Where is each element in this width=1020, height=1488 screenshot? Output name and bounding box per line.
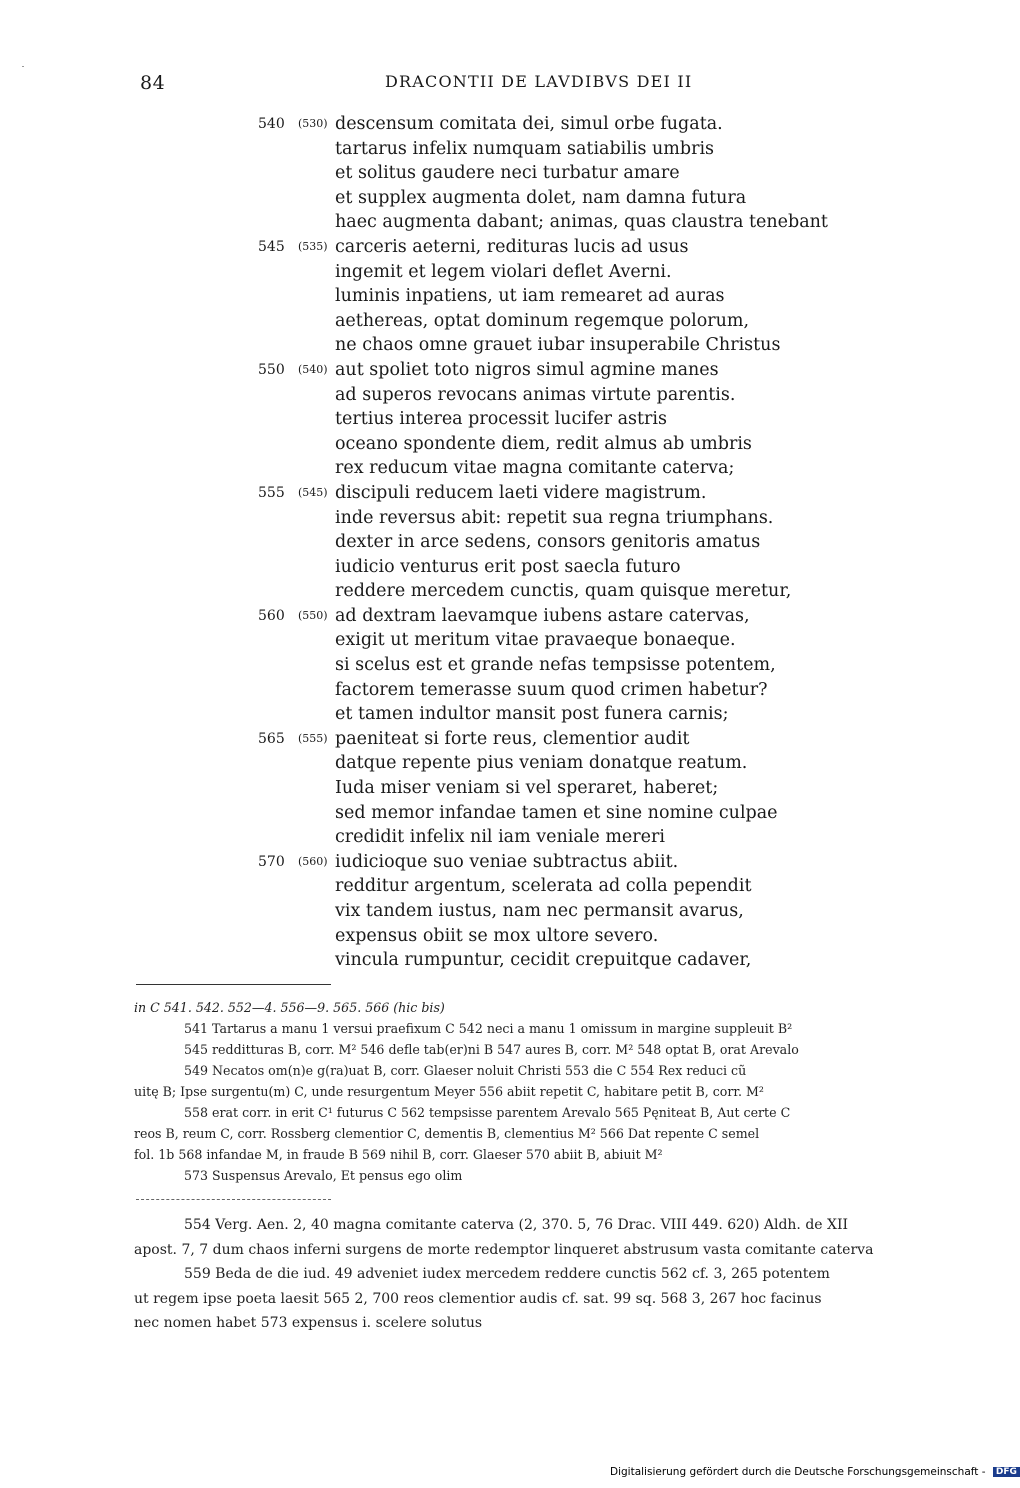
verse-line [258,456,858,481]
verse-line [258,383,858,408]
verse-text: expensus obiit se mox ultore severo. [335,925,659,946]
verse-text: ad superos revocans animas virtute parentis. [335,384,736,405]
verse-line [258,506,858,531]
footnote-divider [136,984,331,985]
verse-text: si scelus est et grande nefas tempsisse potentem, [335,655,776,676]
verse-text: factorem temerasse suum quod crimen habetur? [335,679,768,700]
verse-text: aethereas, optat dominum regemque polorum, [335,310,750,331]
verse-text: ne chaos omne grauet iubar insuperabile Christus [335,335,781,356]
verse-number: 560 [258,607,285,624]
verse-line [258,333,858,358]
verse-text: vix tandem iustus, nam nec permansit avarus, [335,901,744,921]
verse-line [258,727,858,752]
source-line: ut regem ipse poeta laesit 565 2, 700 reos clementior audis cf. sat. 99 sq. 568 3, 267 hoc facinus [134,1290,822,1307]
verse-line [258,210,858,235]
verse-text: dexter in arce sedens, consors genitoris amatus [335,532,761,553]
alt-verse-number: (555) [298,731,328,745]
alt-verse-number: (540) [298,362,328,376]
apparatus-line: 541 Tartarus a manu 1 versui praefixum C 542 neci a manu 1 omissum in margine suppleuit B² [184,1021,793,1036]
verse-line [258,481,858,506]
verse-text: et solitus gaudere neci turbatur amare [335,163,680,184]
verse-line [258,358,858,383]
verse-text: datque repente pius veniam donatque reatum. [335,753,748,774]
verse-line [258,948,858,973]
verse-line [258,112,858,137]
apparatus-line: 573 Suspensus Arevalo, Et pensus ego olim [184,1168,463,1183]
verse-line [258,284,858,309]
verse-text: descensum comitata dei, simul orbe fugata. [335,114,723,134]
verse-text: aut spoliet toto nigros simul agmine manes [335,359,719,380]
verse-text: credidit infelix nil iam veniale mereri [335,827,665,848]
alt-verse-number: (560) [298,854,328,868]
verse-number: 555 [258,484,285,501]
verse-text: redditur argentum, scelerata ad colla pependit [335,876,752,897]
verse-line [258,555,858,580]
verse-text: reddere mercedem cunctis, quam quisque meretur, [335,581,792,602]
verse-line [258,751,858,776]
verse-text: tertius interea processit lucifer astris [335,409,668,430]
verse-line [258,137,858,162]
apparatus-head: in C 541. 542. 552—4. 556—9. 565. 566 (hic bis) [134,1000,445,1015]
verse-line [258,161,858,186]
verse-line [258,530,858,555]
verse-line [258,825,858,850]
apparatus-line: 545 redditturas B, corr. M² 546 defle tab(er)ni B 547 aures B, corr. M² 548 optat B, orat Arevalo [184,1042,799,1057]
page-number: 84 [140,72,166,94]
verse-line [258,628,858,653]
verse-number: 545 [258,238,285,255]
apparatus-line: reos B, reum C, corr. Rossberg clementior C, dementis B, clementius M² 566 Dat repente C semel [134,1126,760,1141]
verse-text: haec augmenta dabant; animas, quas claustra tenebant [335,212,828,233]
footer-text: Digitalisierung gefördert durch die Deutsche Forschungsgemeinschaft - [610,1466,986,1478]
apparatus-line: 558 erat corr. in erit C¹ futurus C 562 tempsisse parentem Arevalo 565 Pęniteat B, Aut certe C [184,1105,791,1120]
verse-text: paeniteat si forte reus, clementior audit [335,728,690,749]
verse-line [258,702,858,727]
source-line: 554 Verg. Aen. 2, 40 magna comitante caterva (2, 370. 5, 76 Drac. VIII 449. 620) Aldh. de XII [184,1217,849,1233]
verse-line [258,678,858,703]
poem-text [258,112,858,973]
apparatus-line: 549 Necatos om(n)e g(ra)uat B, corr. Glaeser noluit Christi 553 die C 554 Rex reduci cũ [184,1063,747,1078]
sources-notes [134,1213,924,1336]
verse-text: carceris aeterni, redituras lucis ad usus [335,236,689,257]
alt-verse-number: (545) [298,485,328,499]
verse-line [258,235,858,260]
verse-text: et tamen indultor mansit post funera carnis; [335,704,729,725]
verse-text: discipuli reducem laeti videre magistrum. [335,482,707,503]
verse-text: Iuda miser veniam si vel speraret, haberet; [335,778,719,799]
verse-line [258,407,858,432]
verse-number: 550 [258,361,285,378]
verse-line [258,899,858,924]
digitization-footer [610,1466,1020,1478]
alt-verse-number: (535) [298,239,328,253]
verse-line [258,776,858,801]
verse-text: exigit ut meritum vitae pravaeque bonaeque. [335,630,736,651]
apparatus-line: uitę B; Ipse surgentu(m) C, unde resurgentum Meyer 556 abiit repetit C, habitare petit B, corr. M² [134,1084,764,1099]
verse-text: iudicio venturus erit post saecla futuro [335,556,681,577]
verse-line [258,924,858,949]
verse-line [258,186,858,211]
apparatus-line: fol. 1b 568 infandae M, in fraude B 569 nihil B, corr. Glaeser 570 abiit B, abiuit M² [134,1147,663,1162]
verse-text: inde reversus abit: repetit sua regna triumphans. [335,507,774,528]
critical-apparatus [134,997,924,1186]
source-line: nec nomen habet 573 expensus i. scelere solutus [134,1315,483,1331]
source-line: 559 Beda de die iud. 49 adveniet iudex mercedem reddere cunctis 562 cf. 3, 265 potentem [184,1266,830,1282]
verse-line [258,850,858,875]
verse-text: ad dextram laevamque iubens astare catervas, [335,605,750,626]
sources-divider [136,1199,331,1200]
dfg-logo: DFG [993,1467,1020,1477]
verse-text: oceano spondente diem, redit almus ab umbris [335,433,752,454]
verse-number: 540 [258,116,285,132]
verse-line [258,260,858,285]
verse-line [258,432,858,457]
verse-text: et supplex augmenta dolet, nam damna futura [335,187,747,208]
verse-line [258,309,858,334]
scan-mark [22,66,24,67]
verse-number: 565 [258,730,285,747]
verse-text: vincula rumpuntur, cecidit crepuitque cadaver, [335,950,752,971]
verse-text: rex reducum vitae magna comitante caterva; [335,458,735,479]
verse-line [258,604,858,629]
verse-text: ingemit et legem violari deflet Averni. [335,261,672,282]
verse-text: tartarus infelix numquam satiabilis umbris [335,138,715,159]
running-head: DRACONTII DE LAVDIBVS DEI II [385,72,693,91]
verse-number: 570 [258,853,285,870]
verse-line [258,579,858,604]
verse-text: luminis inpatiens, ut iam remearet ad auras [335,286,725,307]
verse-line [258,653,858,678]
alt-verse-number: (550) [298,608,328,622]
verse-line [258,874,858,899]
verse-line [258,801,858,826]
source-line: apost. 7, 7 dum chaos inferni surgens de morte redemptor linqueret abstrusum vasta comitante caterva [134,1241,874,1258]
alt-verse-number: (530) [298,117,328,130]
verse-text: iudicioque suo veniae subtractus abiit. [335,851,679,872]
verse-text: sed memor infandae tamen et sine nomine culpae [335,802,778,823]
